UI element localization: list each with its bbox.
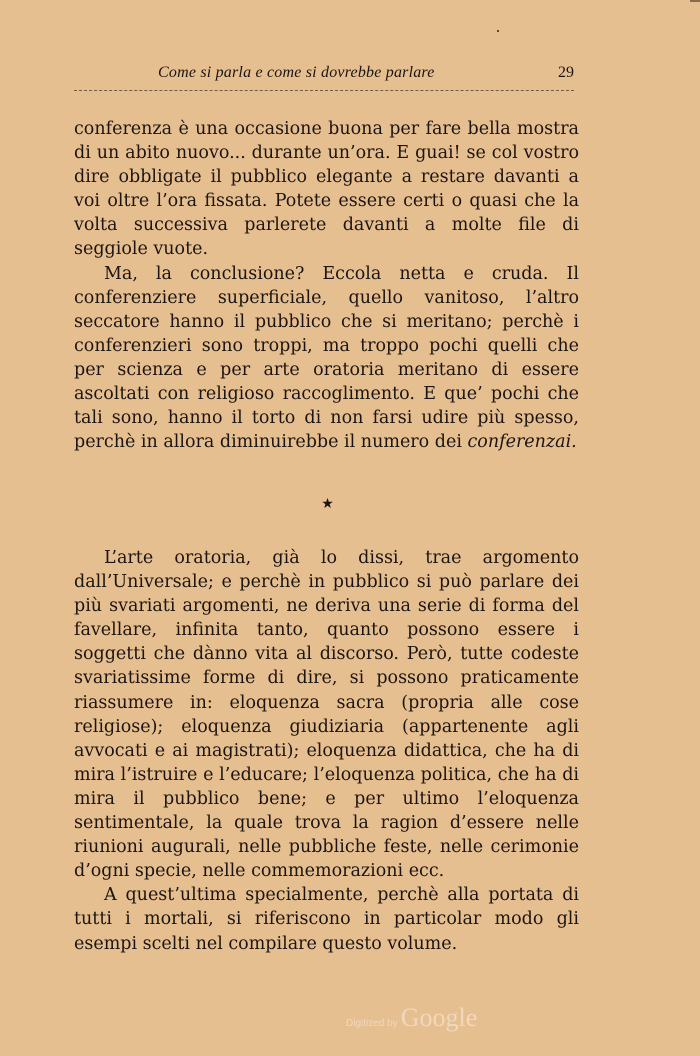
scan-corner-mark — [690, 0, 700, 2]
running-title: Come si parla e come si dovrebbe parlare — [158, 64, 435, 81]
digitized-by-google — [346, 1003, 477, 1033]
section-1 — [74, 117, 579, 454]
page-header — [74, 62, 584, 88]
scan-dot — [497, 30, 499, 32]
paragraph-2-text: Ma, la conclusione? Eccola netta e cruda. Il conferenziere superficiale, quello vanitoso, l’altro seccatore hanno il pubblico che si meritano; perchè i conferenzieri sono troppi, ma troppo pochi quelli che per scienza e per arte oratoria meritano di essere ascoltati con religioso raccoglimento. E que’ pochi che tali sono, hanno il torto di non farsi udire più spesso, perchè in allora diminuirebbe il numero dei — [74, 263, 579, 453]
paragraph-4: A quest’ultima specialmente, perchè alla portata di tutti i mortali, si riferiscono in particolar modo gli esempi scelti nel compilare questo volume. — [74, 885, 579, 954]
google-brand: Google — [400, 1003, 478, 1032]
paragraph-3: L’arte oratoria, già lo dissi, trae argomento dall’Universale; e perchè in pubblico si può parlare dei più svariati argomenti, ne deriva una serie di forma del favellare, infinita tanto, quanto possono essere i soggetti che dànno vita al discorso. Però, tutte codeste svariatissime forme di dire, si possono praticamente riassumere in: eloquenza sacra (propria alle cose religiose); eloquenza giudiziaria (appartenente agli avvocati e ai magistrati); eloquenza didattica, che ha di mira l’istruire e l’educare; l’eloquenza politica, che ha di mira il pubblico bene; e per ultimo l’eloquenza sentimentale, la quale trova la ragion d’essere nelle riunioni augurali, nelle pubbliche feste, nelle cerimonie d’ogni specie, nelle commemorazioni ecc. — [74, 548, 579, 882]
section-ornament: ★ — [321, 496, 334, 512]
italic-word: conferenzai. — [467, 432, 577, 453]
section-2 — [74, 546, 579, 956]
digitized-label: Digitized by — [346, 1018, 398, 1029]
paragraph-1: conferenza è una occasione buona per fare bella mostra di un abito nuovo... durante un’ora. E guai! se col vostro dire obbligate il pubblico elegante a restare davanti a voi oltre l’ora fissata. Potete essere certi o quasi che la volta successiva parlerete davanti a molte file di seggiole vuote. — [74, 119, 579, 260]
paragraph-2 — [74, 262, 579, 455]
header-rule — [74, 90, 574, 91]
page-number: 29 — [558, 64, 574, 81]
